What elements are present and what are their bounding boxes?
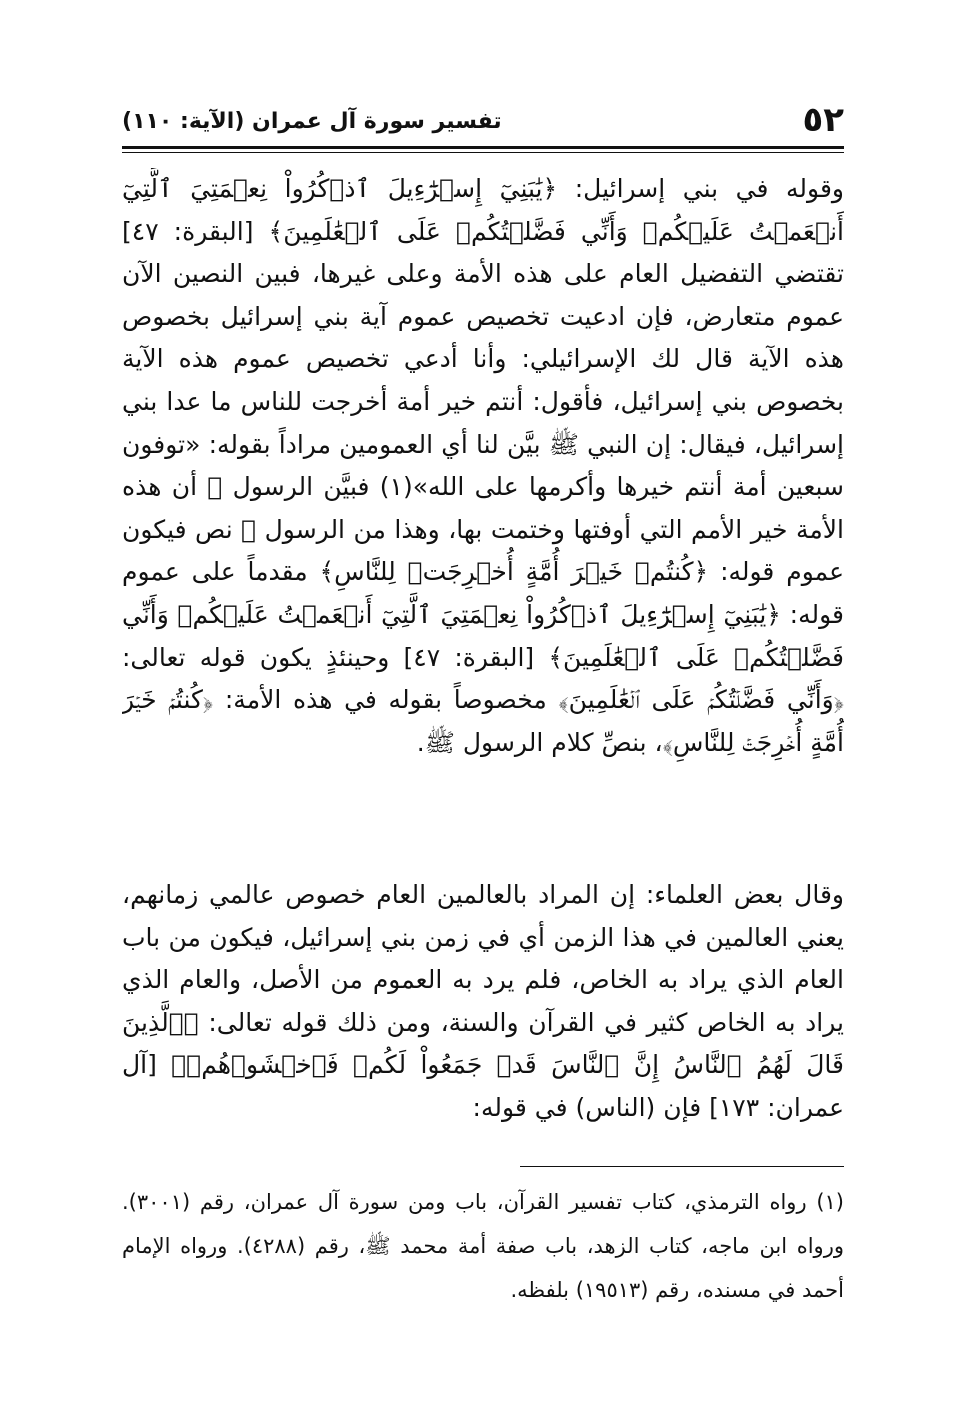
footnote: (١) رواه الترمذي، كتاب تفسير القرآن، باب ومن سورة آل عمران، رقم (٣٠٠١). ورواه ابن ماجه، كتاب الزهد، باب صفة أمة محمد ﷺ، رقم (٤٢٨٨). ورواه الإمام أحمد في مسنده، رقم (١٩٥١٣) بلفظه. [122, 1190, 844, 1302]
paragraph-2: وقال بعض العلماء: إن المراد بالعالمين العام خصوص عالمي زمانهم، يعني العالمين في هذا الزمن أي في زمن بني إسرائيل، فيكون من باب العام الذي يراد به الخاص، فلم يرد به العموم من الأصل، والعام الذي يراد به الخاص كثير في القرآن والسنة، ومن ذلك قوله تعالى: ﴿ٱلَّذِينَ قَالَ لَهُمُ ٱلنَّاسُ إِنَّ ٱلنَّاسَ قَدۡ جَمَعُواْ لَكُمۡ فَٱخۡشَوۡهُمۡ﴾ [آل عمران: ١٧٣] فإن (الناس) في قوله: [122, 880, 844, 1122]
page-header [122, 96, 844, 146]
page-number: ٥٢ [802, 100, 844, 140]
paragraph-1: وقوله في بني إسرائيل: ﴿يَٰبَنِيٓ إِسۡرَٰٓءِيلَ ٱذۡكُرُواْ نِعۡمَتِيَ ٱلَّتِيٓ أَنۡعَمۡتُ عَلَيۡكُمۡ وَأَنِّي فَضَّلۡتُكُمۡ عَلَى ٱلۡعَٰلَمِينَ﴾ [البقرة: ٤٧] تقتضي التفضيل العام على هذه الأمة وعلى غيرها، فبين النصين الآن عموم متعارض، فإن ادعيت تخصيص عموم آية بني إسرائيل بخصوص هذه الآية قال لك الإسرائيلي: وأنا أدعي تخصيص عموم هذه الآية بخصوص بني إسرائيل، فأقول: أنتم خير أمة أخرجت للناس ما عدا بني إسرائيل، فيقال: إن النبي ﷺ بيَّن لنا أي العمومين مراداً بقوله: «توفون سبعين أمة أنتم خيرها وأكرمها على الله»(١) فبيَّن الرسول ﷺ أن هذه الأمة خير الأمم التي أوفتها وختمت بها، وهذا من الرسول ﷺ نص فيكون عموم قوله: ﴿كُنتُمۡ خَيۡرَ أُمَّةٍ أُخۡرِجَتۡ لِلنَّاسِ﴾ مقدماً على عموم قوله: ﴿يَٰبَنِيٓ إِسۡرَٰٓءِيلَ ٱذۡكُرُواْ نِعۡمَتِيَ ٱلَّتِيٓ أَنۡعَمۡتُ عَلَيۡكُمۡ وَأَنِّي فَضَّلۡتُكُمۡ عَلَى ٱلۡعَٰلَمِينَ﴾ [البقرة: ٤٧] وحينئذٍ يكون قوله تعالى: ﴿وَأَنِّي فَضَّلۡتُكُمۡ عَلَى ٱلۡعَٰلَمِينَ﴾ مخصوصاً بقوله في هذه الأمة: ﴿كُنتُمۡ خَيۡرَ أُمَّةٍ أُخۡرِجَتۡ لِلنَّاسِ﴾، بنصِّ كلام الرسول ﷺ. [122, 174, 844, 757]
header-rule [122, 146, 844, 149]
running-title: تفسير سورة آل عمران (الآية: ١١٠) [122, 109, 502, 134]
footnote-separator [520, 1166, 844, 1167]
body-text [122, 168, 844, 1174]
header-rule-thin [122, 152, 844, 153]
